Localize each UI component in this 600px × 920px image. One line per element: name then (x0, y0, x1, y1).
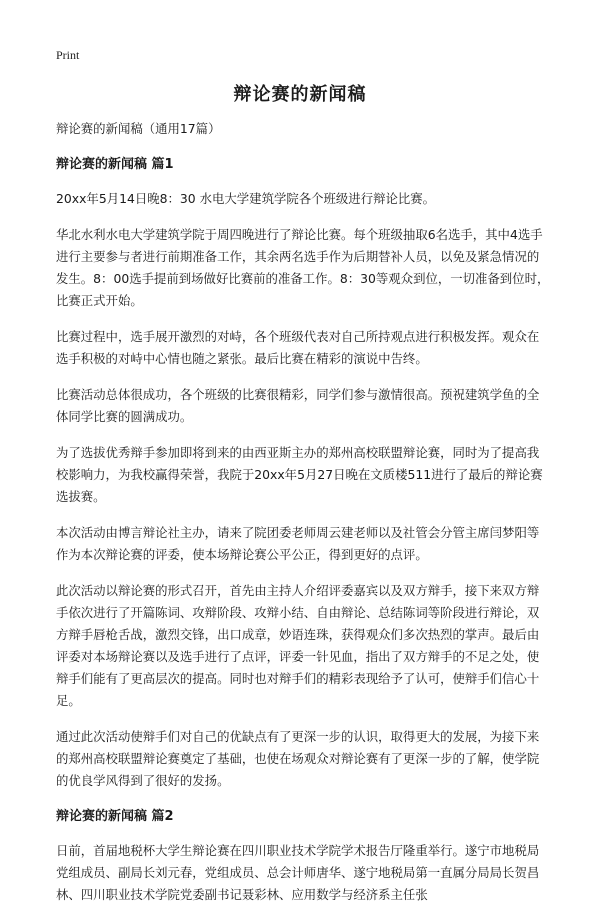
print-link[interactable]: Print (56, 48, 80, 62)
paragraph: 比赛过程中，选手展开激烈的对峙，各个班级代表对自己所持观点进行积极发挥。观众在选手积极的对峙中心情也随之紧张。最后比赛在精彩的演说中告终。 (56, 329, 540, 366)
section-heading-1: 辩论赛的新闻稿 篇1 (56, 157, 174, 172)
paragraph: 20xx年5月14日晚8：30 水电大学建筑学院各个班级进行辩论比赛。 (56, 191, 436, 206)
paragraph: 为了选拔优秀辩手参加即将到来的由西亚斯主办的郑州高校联盟辩论赛，同时为了提高我校影响力，为我校赢得荣誉，我院于20xx年5月27日晚在文质楼511进行了最后的辩论赛选拔赛。 (56, 445, 543, 504)
article-subtitle: 辩论赛的新闻稿（通用17篇） (56, 121, 221, 136)
paragraph: 本次活动由博言辩论社主办，请来了院团委老师周云建老师以及社管会分管主席闫梦阳等作为本次辩论赛的评委，使本场辩论赛公平公正，得到更好的点评。 (56, 525, 540, 562)
paragraph: 比赛活动总体很成功，各个班级的比赛很精彩，同学们参与激情很高。预祝建筑学鱼的全体同学比赛的圆满成功。 (56, 387, 540, 424)
paragraph: 通过此次活动使辩手们对自己的优缺点有了更深一步的认识，取得更大的发展，为接下来的郑州高校联盟辩论赛奠定了基础，也使在场观众对辩论赛有了更深一步的了解，使学院的优良学风得到了很好的发扬。 (56, 729, 540, 788)
paragraph: 日前，首届地税杯大学生辩论赛在四川职业技术学院学术报告厅隆重举行。遂宁市地税局党组成员、副局长刘元春，党组成员、总会计师唐华、遂宁地税局第一直属分局局长贺昌林、四川职业技术学院党委副书记聂彩林、应用数学与经济系主任张 (56, 843, 540, 902)
page-title: 辩论赛的新闻稿 (233, 84, 367, 105)
section-heading-2: 辩论赛的新闻稿 篇2 (56, 809, 174, 824)
paragraph: 此次活动以辩论赛的形式召开，首先由主持人介绍评委嘉宾以及双方辩手，接下来双方辩手依次进行了开篇陈词、攻辩阶段、攻辩小结、自由辩论、总结陈词等阶段进行辩论，双方辩手唇枪舌战，激烈交锋，出口成章，妙语连珠，获得观众们多次热烈的掌声。最后由评委对本场辩论赛以及选手进行了点评，评委一针见血，指出了双方辩手的不足之处，使辩手们能有了更高层次的提高。同时也对辩手们的精彩表现给予了认可，使辩手们信心十足。 (56, 583, 540, 708)
paragraph: 华北水利水电大学建筑学院于周四晚进行了辩论比赛。每个班级抽取6名选手，其中4选手进行主要参与者进行前期准备工作，其余两名选手作为后期替补人员，以免及紧急情况的发生。8：00选手提前到场做好比赛前的准备工作。8：30等观众到位，一切准备到位时，比赛正式开始。 (56, 227, 550, 308)
article-body (56, 118, 550, 920)
